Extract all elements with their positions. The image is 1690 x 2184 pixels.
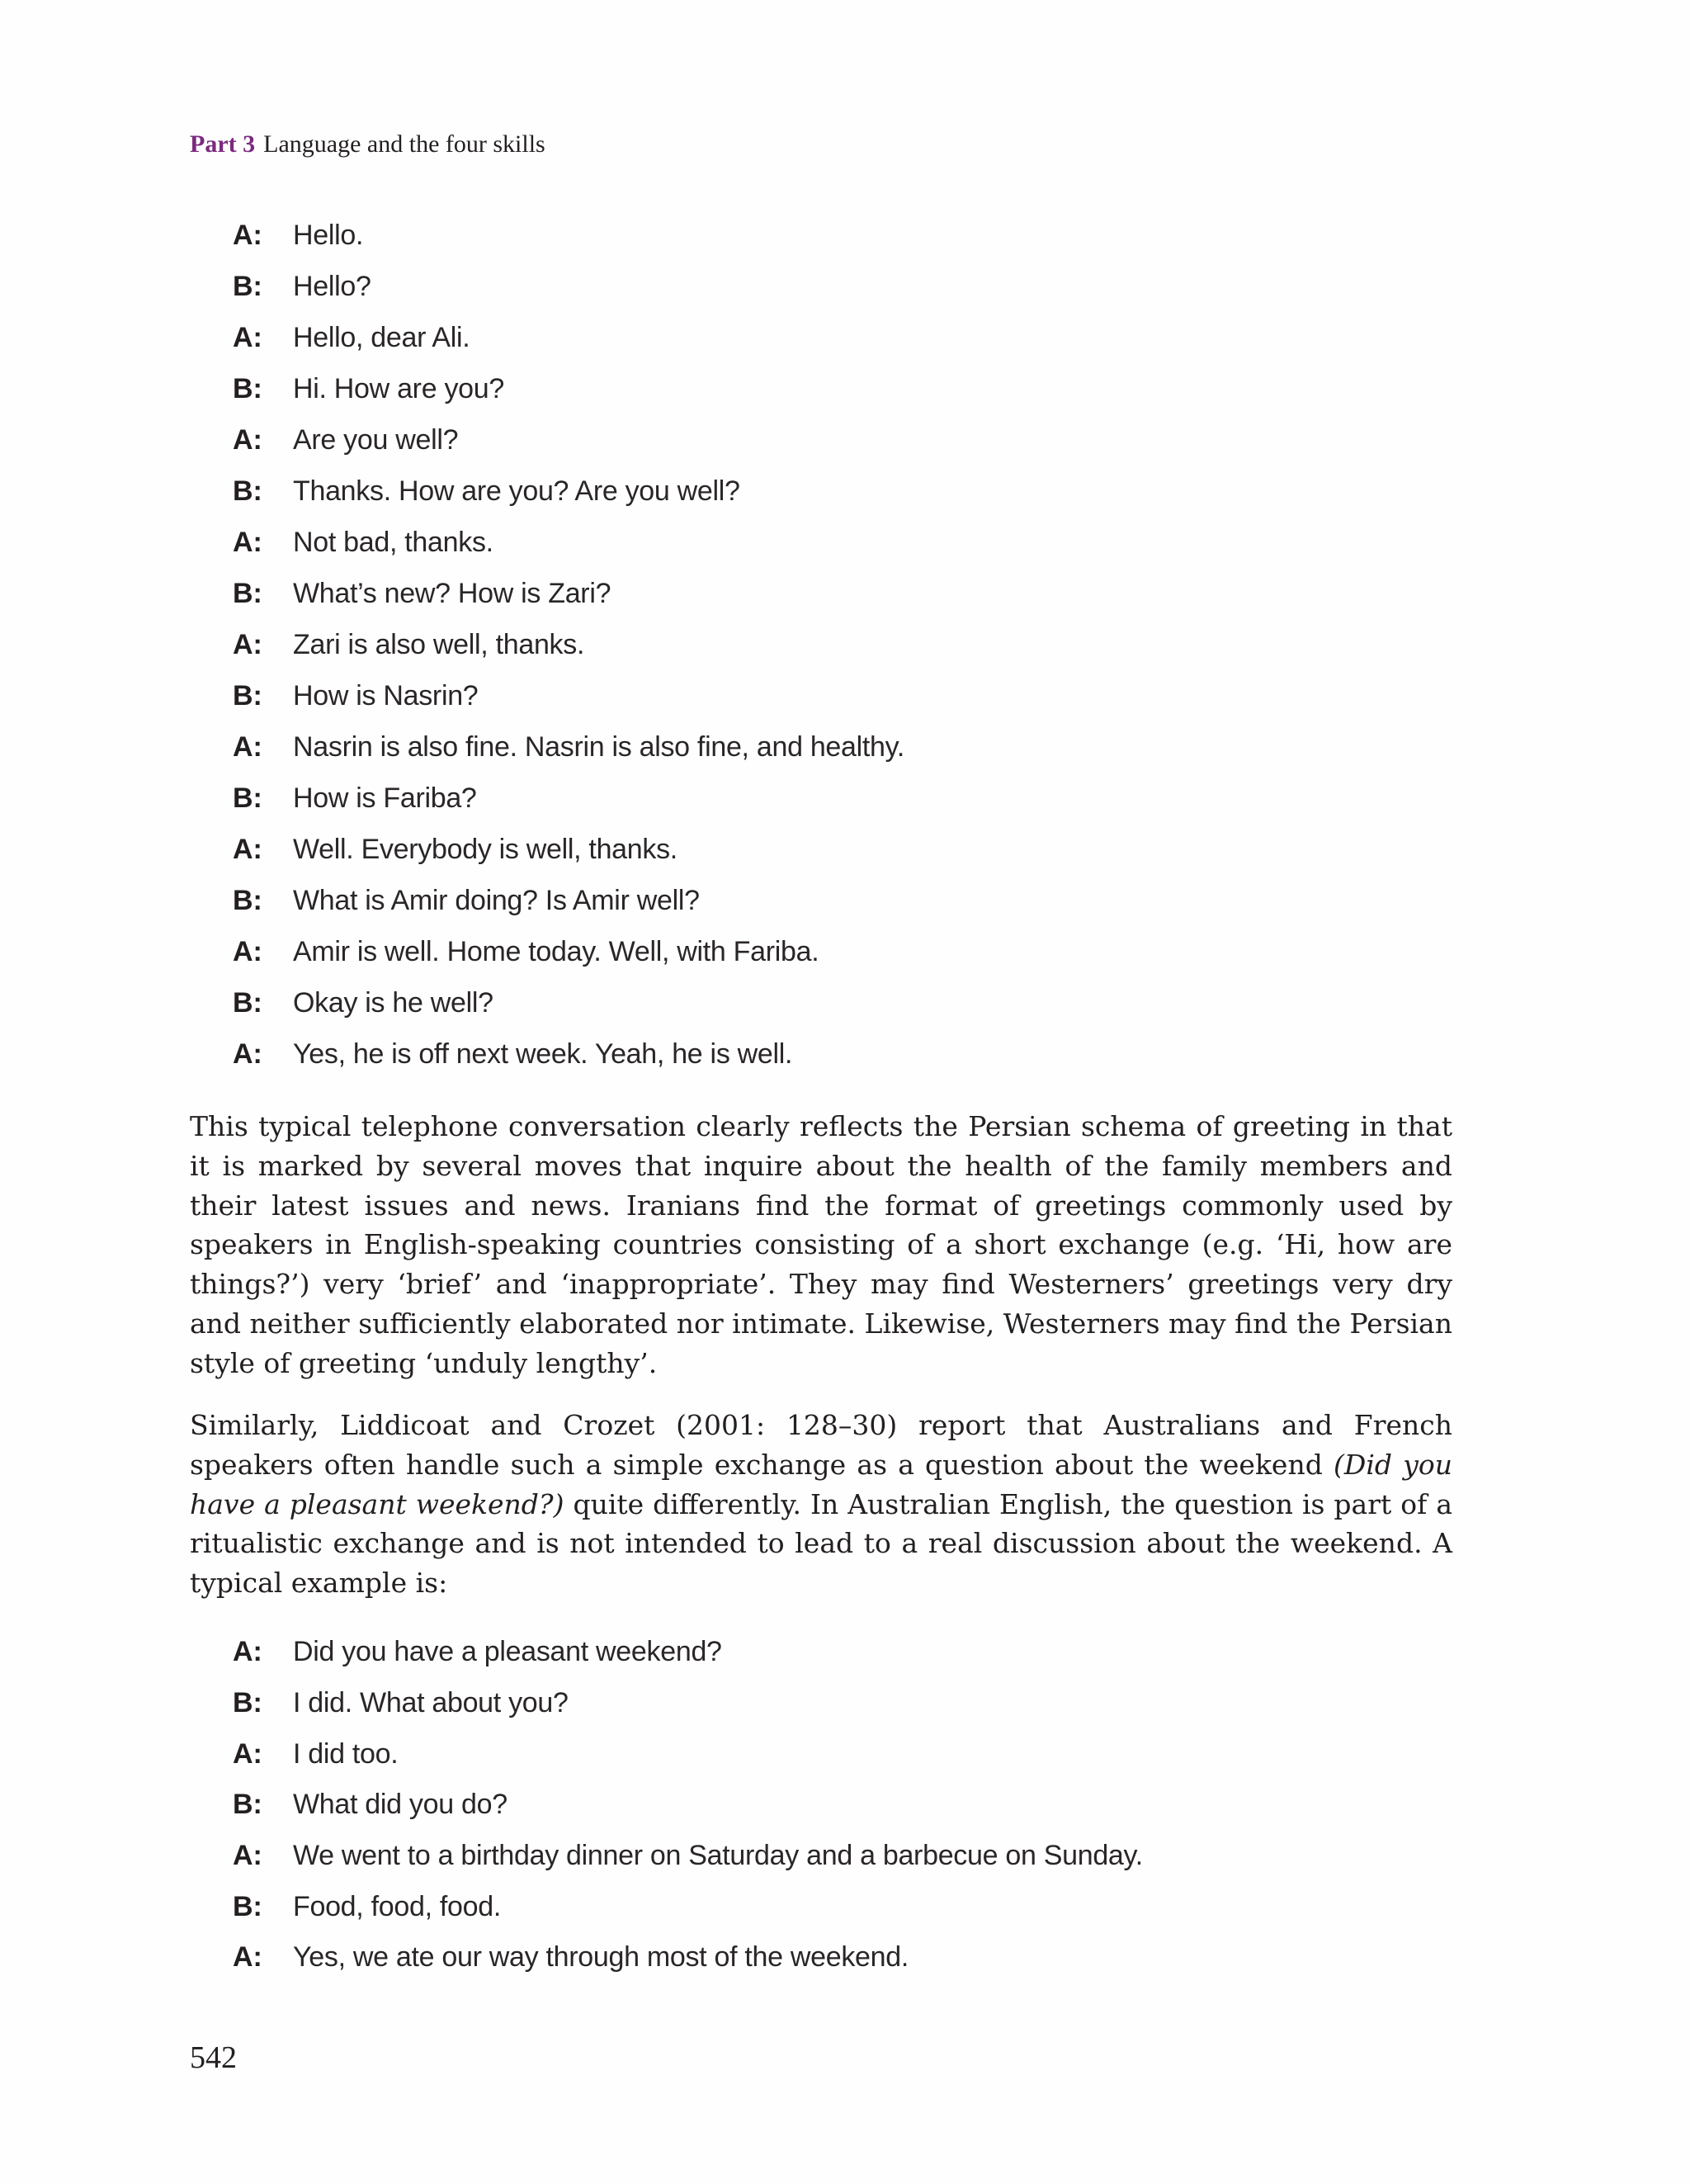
dialogue-turn <box>233 824 904 875</box>
dialogue-turn <box>233 466 904 517</box>
speaker-label: A: <box>233 321 262 353</box>
utterance-text: Nasrin is also fine. Nasrin is also fine, and healthy. <box>293 730 904 763</box>
speaker-label: A: <box>233 219 262 251</box>
speaker-label: A: <box>233 1840 262 1872</box>
dialogue-turn <box>233 568 904 619</box>
utterance-text: How is Nasrin? <box>293 679 479 711</box>
speaker-label: A: <box>233 423 262 456</box>
speaker-label: B: <box>233 884 262 916</box>
part-label: Part 3 <box>190 130 256 158</box>
dialogue-turn <box>233 875 904 926</box>
utterance-text: Did you have a pleasant weekend? <box>293 1636 722 1668</box>
dialogue-turn <box>233 670 904 721</box>
utterance-text: I did too. <box>293 1737 399 1770</box>
speaker-label: B: <box>233 782 262 814</box>
dialogue-turn <box>233 414 904 466</box>
speaker-label: A: <box>233 730 262 763</box>
dialogue-turn <box>233 926 904 977</box>
speaker-label: A: <box>233 1636 262 1668</box>
utterance-text: What did you do? <box>293 1789 507 1821</box>
body-paragraph: This typical telephone conversation clearly reflects the Persian schema of greeting in that it is marked by several moves that inquire about the health of the family members and their latest issues and news. Iranians find the format of greetings commonly used by speakers in English-speaking countries consisting of a short exchange (e.g. ‘Hi, how are things?’) very ‘brief’ and ‘inappropriate’. They may find Westerners’ greetings very dry and neither sufficiently elaborated nor intimate. Likewise, Westerners may find the Persian style of greeting ‘unduly lengthy’. <box>190 1110 1452 1379</box>
utterance-text: What is Amir doing? Is Amir well? <box>293 884 700 916</box>
utterance-text: Well. Everybody is well, thanks. <box>293 833 677 865</box>
utterance-text: Thanks. How are you? Are you well? <box>293 475 740 507</box>
dialogue-turn <box>233 312 904 363</box>
utterance-text: Food, food, food. <box>293 1890 501 1922</box>
dialogue-telephone-greeting <box>233 210 904 1080</box>
speaker-label: B: <box>233 986 262 1019</box>
speaker-label: B: <box>233 270 262 302</box>
dialogue-turn <box>233 1678 1143 1729</box>
utterance-text: Hello? <box>293 270 371 302</box>
speaker-label: B: <box>233 372 262 404</box>
dialogue-turn <box>233 1728 1143 1780</box>
italic-example-question: (Did you have a pleasant weekend?) <box>190 1448 1453 1520</box>
utterance-text: Hello. <box>293 219 364 251</box>
dialogue-turn <box>233 210 904 261</box>
dialogue-turn <box>233 1780 1143 1831</box>
utterance-text: Not bad, thanks. <box>293 526 493 558</box>
utterance-text: Zari is also well, thanks. <box>293 628 585 660</box>
body-paragraph <box>190 1406 1452 1603</box>
dialogue-turn <box>233 1831 1143 1882</box>
paragraph-text: Similarly, Liddicoat and Crozet (2001: 128–30) report that Australians and French speakers often handle such a simple exchange as a question about the weekend <box>190 1409 1452 1481</box>
speaker-label: B: <box>233 1789 262 1821</box>
dialogue-turn <box>233 619 904 670</box>
utterance-text: We went to a birthday dinner on Saturday and a barbecue on Sunday. <box>293 1840 1143 1872</box>
speaker-label: A: <box>233 1737 262 1770</box>
running-header <box>190 124 545 165</box>
utterance-text: Okay is he well? <box>293 986 493 1019</box>
utterance-text: Amir is well. Home today. Well, with Fariba. <box>293 935 819 967</box>
speaker-label: B: <box>233 1687 262 1719</box>
dialogue-turn <box>233 721 904 773</box>
utterance-text: Yes, we ate our way through most of the weekend. <box>293 1941 909 1974</box>
page-number: 542 <box>190 2040 237 2075</box>
dialogue-turn <box>233 773 904 824</box>
speaker-label: A: <box>233 1038 262 1070</box>
speaker-label: A: <box>233 1941 262 1974</box>
utterance-text: Hello, dear Ali. <box>293 321 470 353</box>
speaker-label: A: <box>233 526 262 558</box>
dialogue-turn <box>233 1627 1143 1678</box>
dialogue-turn <box>233 1932 1143 1983</box>
utterance-text: What’s new? How is Zari? <box>293 577 611 609</box>
speaker-label: A: <box>233 628 262 660</box>
speaker-label: B: <box>233 1890 262 1922</box>
utterance-text: Hi. How are you? <box>293 372 504 404</box>
part-title: Language and the four skills <box>263 130 545 158</box>
speaker-label: A: <box>233 935 262 967</box>
dialogue-turn <box>233 1028 904 1080</box>
dialogue-turn <box>233 363 904 414</box>
dialogue-turn <box>233 977 904 1028</box>
dialogue-turn <box>233 1881 1143 1932</box>
dialogue-turn <box>233 261 904 312</box>
speaker-label: B: <box>233 679 262 711</box>
speaker-label: A: <box>233 833 262 865</box>
speaker-label: B: <box>233 475 262 507</box>
utterance-text: Are you well? <box>293 423 459 456</box>
dialogue-turn <box>233 517 904 568</box>
utterance-text: How is Fariba? <box>293 782 477 814</box>
paragraph-text: quite differently. In Australian English, the question is part of a ritualistic exchange and is not intended to lead to a real discussion about the weekend. A typical example is: <box>190 1487 1452 1600</box>
speaker-label: B: <box>233 577 262 609</box>
utterance-text: I did. What about you? <box>293 1687 569 1719</box>
dialogue-weekend-exchange <box>233 1627 1143 1983</box>
utterance-text: Yes, he is off next week. Yeah, he is well. <box>293 1038 793 1070</box>
